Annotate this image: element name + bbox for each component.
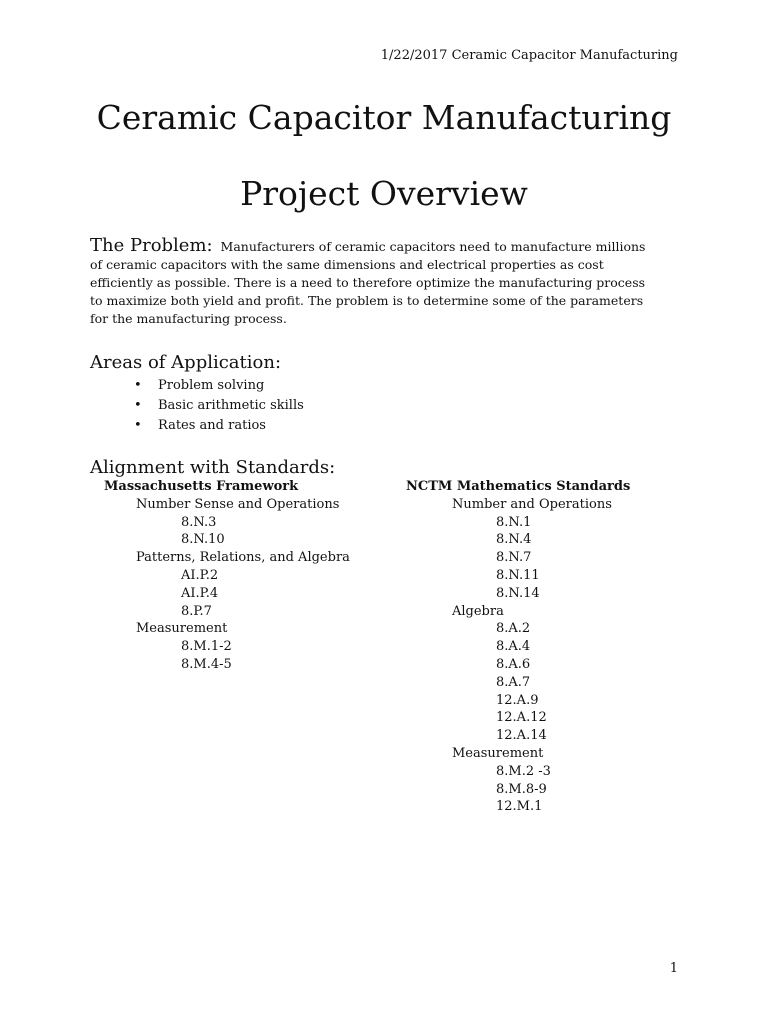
standard-code: 8.N.3	[181, 514, 217, 530]
standard-code: AI.P.2	[181, 567, 219, 583]
list-item: • Rates and ratios	[90, 416, 304, 436]
standard-code: 8.M.8-9	[496, 781, 547, 797]
nctm-column	[406, 478, 630, 816]
document-subtitle: Project Overview	[240, 174, 528, 213]
standard-code: 12.A.14	[496, 728, 547, 744]
standard-code: 8.A.2	[496, 621, 531, 637]
standard-code: 12.M.1	[496, 799, 543, 815]
standard-code: 8.A.4	[496, 639, 531, 655]
standard-code: 8.N.4	[496, 532, 532, 548]
areas-heading: Areas of Application:	[90, 352, 282, 373]
list-item: • Problem solving	[90, 376, 304, 396]
document-title: Ceramic Capacitor Manufacturing	[96, 98, 672, 137]
standard-code: 8.P.7	[181, 603, 212, 619]
standard-group: Measurement	[136, 621, 228, 637]
standard-code: 12.A.9	[496, 692, 539, 708]
massachusetts-column	[104, 478, 350, 674]
standard-group: Patterns, Relations, and Algebra	[136, 550, 350, 566]
standard-code: 8.N.14	[496, 585, 540, 601]
areas-list	[90, 376, 304, 436]
standard-code: 8.M.2 -3	[496, 763, 551, 779]
standard-code: 12.A.12	[496, 710, 547, 726]
standard-code: 8.N.1	[496, 514, 532, 530]
standard-code: 8.N.11	[496, 567, 540, 583]
standard-code: AI.P.4	[181, 585, 219, 601]
standard-group: Number Sense and Operations	[136, 496, 340, 512]
standard-code: 8.A.6	[496, 656, 531, 672]
standard-code: 8.M.4-5	[181, 656, 232, 672]
standard-group: Algebra	[452, 603, 504, 619]
problem-text: Manufacturers of ceramic capacitors need to manufacture millions of ceramic capacitors with the same dimensions and electrical properties as cost efficiently as possible. There is a need to therefore optimize the manufacturing process to maximize both yield and profit. The problem is to determine some of the parameters for the manufacturing process.	[90, 239, 646, 326]
standard-code: 8.N.7	[496, 550, 532, 566]
list-item: • Basic arithmetic skills	[90, 396, 304, 416]
standard-group: Measurement	[452, 745, 544, 761]
page-number: 1	[669, 961, 678, 976]
standard-code: 8.A.7	[496, 674, 531, 690]
alignment-heading: Alignment with Standards:	[90, 457, 336, 478]
column-title: Massachusetts Framework	[104, 479, 299, 494]
standard-code: 8.M.1-2	[181, 639, 232, 655]
problem-paragraph	[90, 237, 660, 328]
running-header: 1/22/2017 Ceramic Capacitor Manufacturing	[380, 48, 678, 63]
standard-group: Number and Operations	[452, 496, 612, 512]
standard-code: 8.N.10	[181, 532, 225, 548]
problem-heading: The Problem:	[90, 235, 213, 256]
column-title: NCTM Mathematics Standards	[406, 479, 631, 494]
